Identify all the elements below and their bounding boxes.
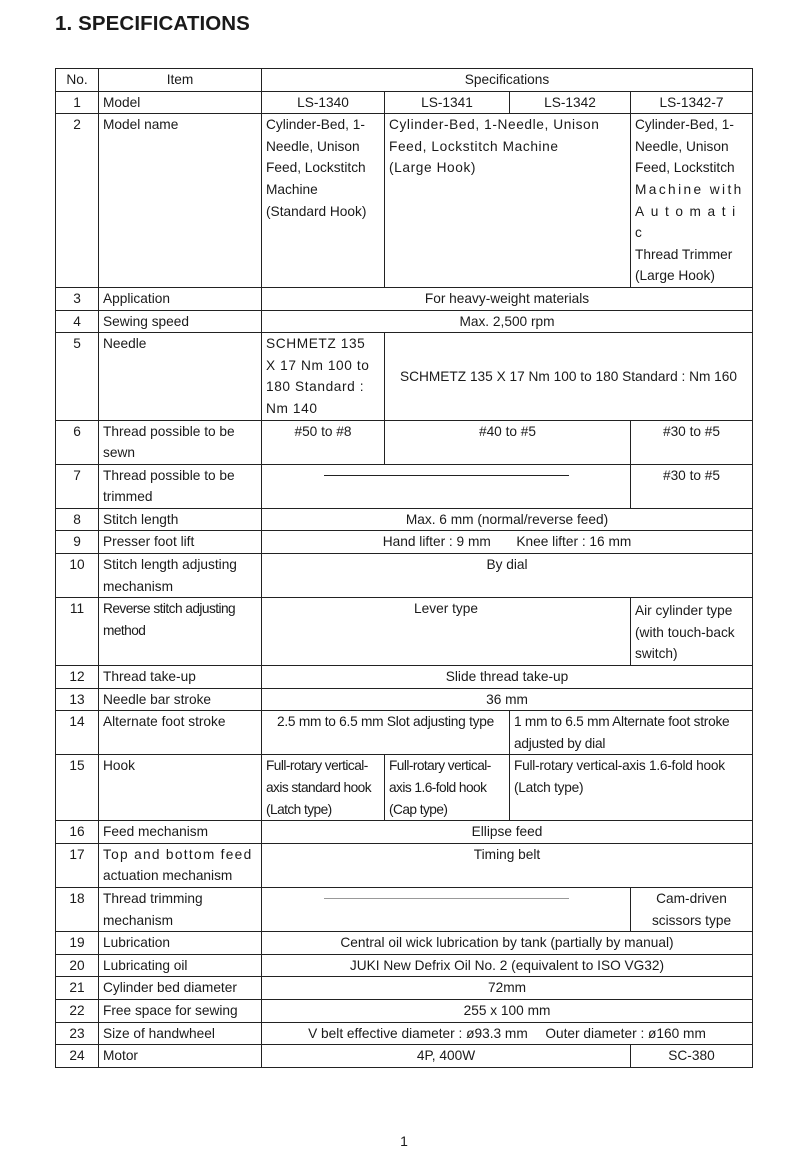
- thread-sewn-ls-1342-7: #30 to #5: [631, 420, 753, 464]
- line: Stitch length adjusting: [103, 557, 237, 573]
- line: Machine with: [635, 181, 744, 197]
- row-item: Free space for sewing: [99, 999, 262, 1022]
- not-applicable-dash: [262, 464, 631, 508]
- reverse-stitch-ls-1342-7: [631, 598, 753, 666]
- header-item: Item: [99, 69, 262, 92]
- row-number: 21: [56, 977, 99, 1000]
- table-row: [56, 887, 753, 931]
- table-row: [56, 310, 753, 333]
- row-value: Ellipse feed: [262, 821, 753, 844]
- line: SCHMETZ 135: [266, 336, 366, 352]
- line: Machine: [266, 181, 318, 197]
- line: axis standard hook: [266, 780, 371, 795]
- row-item: Model: [99, 91, 262, 114]
- line: Feed, Lockstitch Machine: [389, 138, 559, 154]
- table-row: [56, 333, 753, 420]
- not-applicable-dash: [262, 887, 631, 931]
- row-value: Timing belt: [262, 843, 753, 887]
- line: mechanism: [103, 912, 173, 928]
- line: X 17 Nm 100 to: [266, 357, 370, 373]
- row-number: 19: [56, 932, 99, 955]
- row-number: 13: [56, 688, 99, 711]
- header-no: No.: [56, 69, 99, 92]
- table-row: [56, 954, 753, 977]
- row-number: 14: [56, 711, 99, 755]
- row-item: Presser foot lift: [99, 531, 262, 554]
- row-number: 12: [56, 666, 99, 689]
- line: 1 mm to 6.5 mm Alternate foot stroke: [514, 714, 730, 730]
- row-item: Feed mechanism: [99, 821, 262, 844]
- row-item: [99, 554, 262, 598]
- header-specifications: Specifications: [262, 69, 753, 92]
- v-belt-diameter: V belt effective diameter : ø93.3 mm: [308, 1025, 528, 1041]
- table-header-row: [56, 69, 753, 92]
- row-number: 16: [56, 821, 99, 844]
- row-item: Lubricating oil: [99, 954, 262, 977]
- row-value: For heavy-weight materials: [262, 287, 753, 310]
- row-value: By dial: [262, 554, 753, 598]
- row-item: [99, 420, 262, 464]
- hook-ls-1342: [510, 755, 753, 821]
- line: Cylinder-Bed, 1-Needle, Unison: [389, 117, 600, 133]
- table-row: [56, 508, 753, 531]
- row-item: Needle bar stroke: [99, 688, 262, 711]
- line: Automatic: [635, 203, 742, 241]
- line: method: [103, 622, 146, 638]
- knee-lifter-value: Knee lifter : 16 mm: [516, 534, 632, 550]
- alternate-foot-ls-1340-1341: 2.5 mm to 6.5 mm Slot adjusting type: [262, 711, 510, 755]
- line: (Standard Hook): [266, 203, 367, 219]
- row-number: 17: [56, 843, 99, 887]
- row-value: Central oil wick lubrication by tank (partially by manual): [262, 932, 753, 955]
- line: sewn: [103, 445, 135, 461]
- row-item: Cylinder bed diameter: [99, 977, 262, 1000]
- line: Feed, Lockstitch: [266, 160, 366, 176]
- table-row: [56, 999, 753, 1022]
- row-number: 24: [56, 1045, 99, 1068]
- line: Thread Trimmer: [635, 246, 733, 262]
- row-item: Lubrication: [99, 932, 262, 955]
- line: (Latch type): [266, 801, 332, 817]
- table-row: [56, 1022, 753, 1045]
- line: adjusted by dial: [514, 735, 606, 751]
- row-number: 10: [56, 554, 99, 598]
- table-row: [56, 114, 753, 288]
- reverse-stitch-value: Lever type: [262, 598, 631, 666]
- line: mechanism: [103, 578, 173, 594]
- row-item: Model name: [99, 114, 262, 288]
- line: Full-rotary vertical-: [266, 758, 368, 774]
- line: (with touch-back: [635, 624, 735, 640]
- row-number: 22: [56, 999, 99, 1022]
- row-number: 4: [56, 310, 99, 333]
- model-ls-1342-7: LS-1342-7: [631, 91, 753, 114]
- needle-others: SCHMETZ 135 X 17 Nm 100 to 180 Standard : Nm 160: [385, 333, 753, 420]
- row-item: Application: [99, 287, 262, 310]
- table-row: [56, 932, 753, 955]
- page-title: 1. SPECIFICATIONS: [55, 12, 250, 35]
- line: Air cylinder type: [635, 603, 733, 619]
- row-number: 6: [56, 420, 99, 464]
- row-value: [262, 1022, 753, 1045]
- line: (Large Hook): [635, 268, 715, 284]
- row-item: Motor: [99, 1045, 262, 1068]
- row-value: [262, 531, 753, 554]
- row-number: 3: [56, 287, 99, 310]
- row-value: Max. 6 mm (normal/reverse feed): [262, 508, 753, 531]
- table-row: [56, 554, 753, 598]
- table-row: [56, 420, 753, 464]
- row-number: 8: [56, 508, 99, 531]
- row-value: 36 mm: [262, 688, 753, 711]
- line: (Latch type): [514, 780, 584, 795]
- thread-sewn-ls-1341-1342: #40 to #5: [385, 420, 631, 464]
- line: Needle, Unison: [266, 138, 360, 154]
- line: actuation mechanism: [103, 868, 233, 884]
- specifications-table: [55, 68, 753, 1068]
- line: Thread trimming: [103, 890, 203, 906]
- needle-ls-1340: [262, 333, 385, 420]
- thread-trimming-ls-1342-7: [631, 887, 753, 931]
- table-row: [56, 977, 753, 1000]
- table-row: [56, 531, 753, 554]
- dash-line: [324, 898, 569, 899]
- line: Thread possible to be: [103, 423, 235, 439]
- hook-ls-1341: [385, 755, 510, 821]
- model-name-ls-1342-7: [631, 114, 753, 288]
- table-row: [56, 666, 753, 689]
- row-number: 5: [56, 333, 99, 420]
- line: trimmed: [103, 489, 153, 505]
- model-ls-1341: LS-1341: [385, 91, 510, 114]
- table-row: [56, 287, 753, 310]
- row-number: 23: [56, 1022, 99, 1045]
- motor-value: 4P, 400W: [262, 1045, 631, 1068]
- line: 180 Standard :: [266, 379, 365, 395]
- row-number: 18: [56, 887, 99, 931]
- row-item: Stitch length: [99, 508, 262, 531]
- row-value: 255 x 100 mm: [262, 999, 753, 1022]
- row-item: Sewing speed: [99, 310, 262, 333]
- line: Thread possible to be: [103, 467, 235, 483]
- line: Cylinder-Bed, 1-: [635, 117, 734, 133]
- line: Nm 140: [266, 400, 318, 416]
- row-number: 1: [56, 91, 99, 114]
- table-row: [56, 843, 753, 887]
- row-item: Hook: [99, 755, 262, 821]
- line: axis 1.6-fold hook: [389, 780, 487, 795]
- table-row: [56, 821, 753, 844]
- hand-lifter-value: Hand lifter : 9 mm: [382, 534, 491, 550]
- row-number: 20: [56, 954, 99, 977]
- page-number: 1: [400, 1133, 408, 1149]
- table-row: [56, 91, 753, 114]
- alternate-foot-ls-1342: [510, 711, 753, 755]
- outer-diameter: Outer diameter : ø160 mm: [545, 1025, 706, 1041]
- row-value: Slide thread take-up: [262, 666, 753, 689]
- row-value: Max. 2,500 rpm: [262, 310, 753, 333]
- table-row: [56, 755, 753, 821]
- row-item: [99, 843, 262, 887]
- row-item: Size of handwheel: [99, 1022, 262, 1045]
- line: Reverse stitch adjusting: [103, 601, 236, 617]
- line: Cam-driven: [656, 890, 727, 906]
- row-number: 11: [56, 598, 99, 666]
- row-number: 7: [56, 464, 99, 508]
- row-item: Thread take-up: [99, 666, 262, 689]
- line: (Cap type): [389, 801, 448, 817]
- row-item: Needle: [99, 333, 262, 420]
- row-value: 72mm: [262, 977, 753, 1000]
- model-name-ls-1341-1342: [385, 114, 631, 288]
- row-number: 2: [56, 114, 99, 288]
- motor-ls-1342-7: SC-380: [631, 1045, 753, 1068]
- line: switch): [635, 646, 678, 662]
- model-ls-1342: LS-1342: [510, 91, 631, 114]
- row-item: Alternate foot stroke: [99, 711, 262, 755]
- line: Top and bottom feed: [103, 846, 253, 862]
- line: (Large Hook): [389, 160, 477, 176]
- thread-trimmed-ls-1342-7: #30 to #5: [631, 464, 753, 508]
- hook-ls-1340: [262, 755, 385, 821]
- row-item: [99, 598, 262, 666]
- table-row: [56, 711, 753, 755]
- thread-sewn-ls-1340: #50 to #8: [262, 420, 385, 464]
- row-value: JUKI New Defrix Oil No. 2 (equivalent to ISO VG32): [262, 954, 753, 977]
- row-number: 15: [56, 755, 99, 821]
- dash-line: [324, 475, 569, 476]
- line: Needle, Unison: [635, 138, 729, 154]
- table-row: [56, 598, 753, 666]
- model-name-ls-1340: [262, 114, 385, 288]
- row-item: [99, 887, 262, 931]
- line: Feed, Lockstitch: [635, 160, 735, 176]
- row-item: [99, 464, 262, 508]
- line: scissors type: [651, 912, 732, 928]
- line: Full-rotary vertical-axis 1.6-fold hook: [514, 758, 725, 774]
- table-row: [56, 1045, 753, 1068]
- line: Full-rotary vertical-: [389, 758, 491, 774]
- table-row: [56, 464, 753, 508]
- row-number: 9: [56, 531, 99, 554]
- table-row: [56, 688, 753, 711]
- model-ls-1340: LS-1340: [262, 91, 385, 114]
- line: Cylinder-Bed, 1-: [266, 117, 365, 133]
